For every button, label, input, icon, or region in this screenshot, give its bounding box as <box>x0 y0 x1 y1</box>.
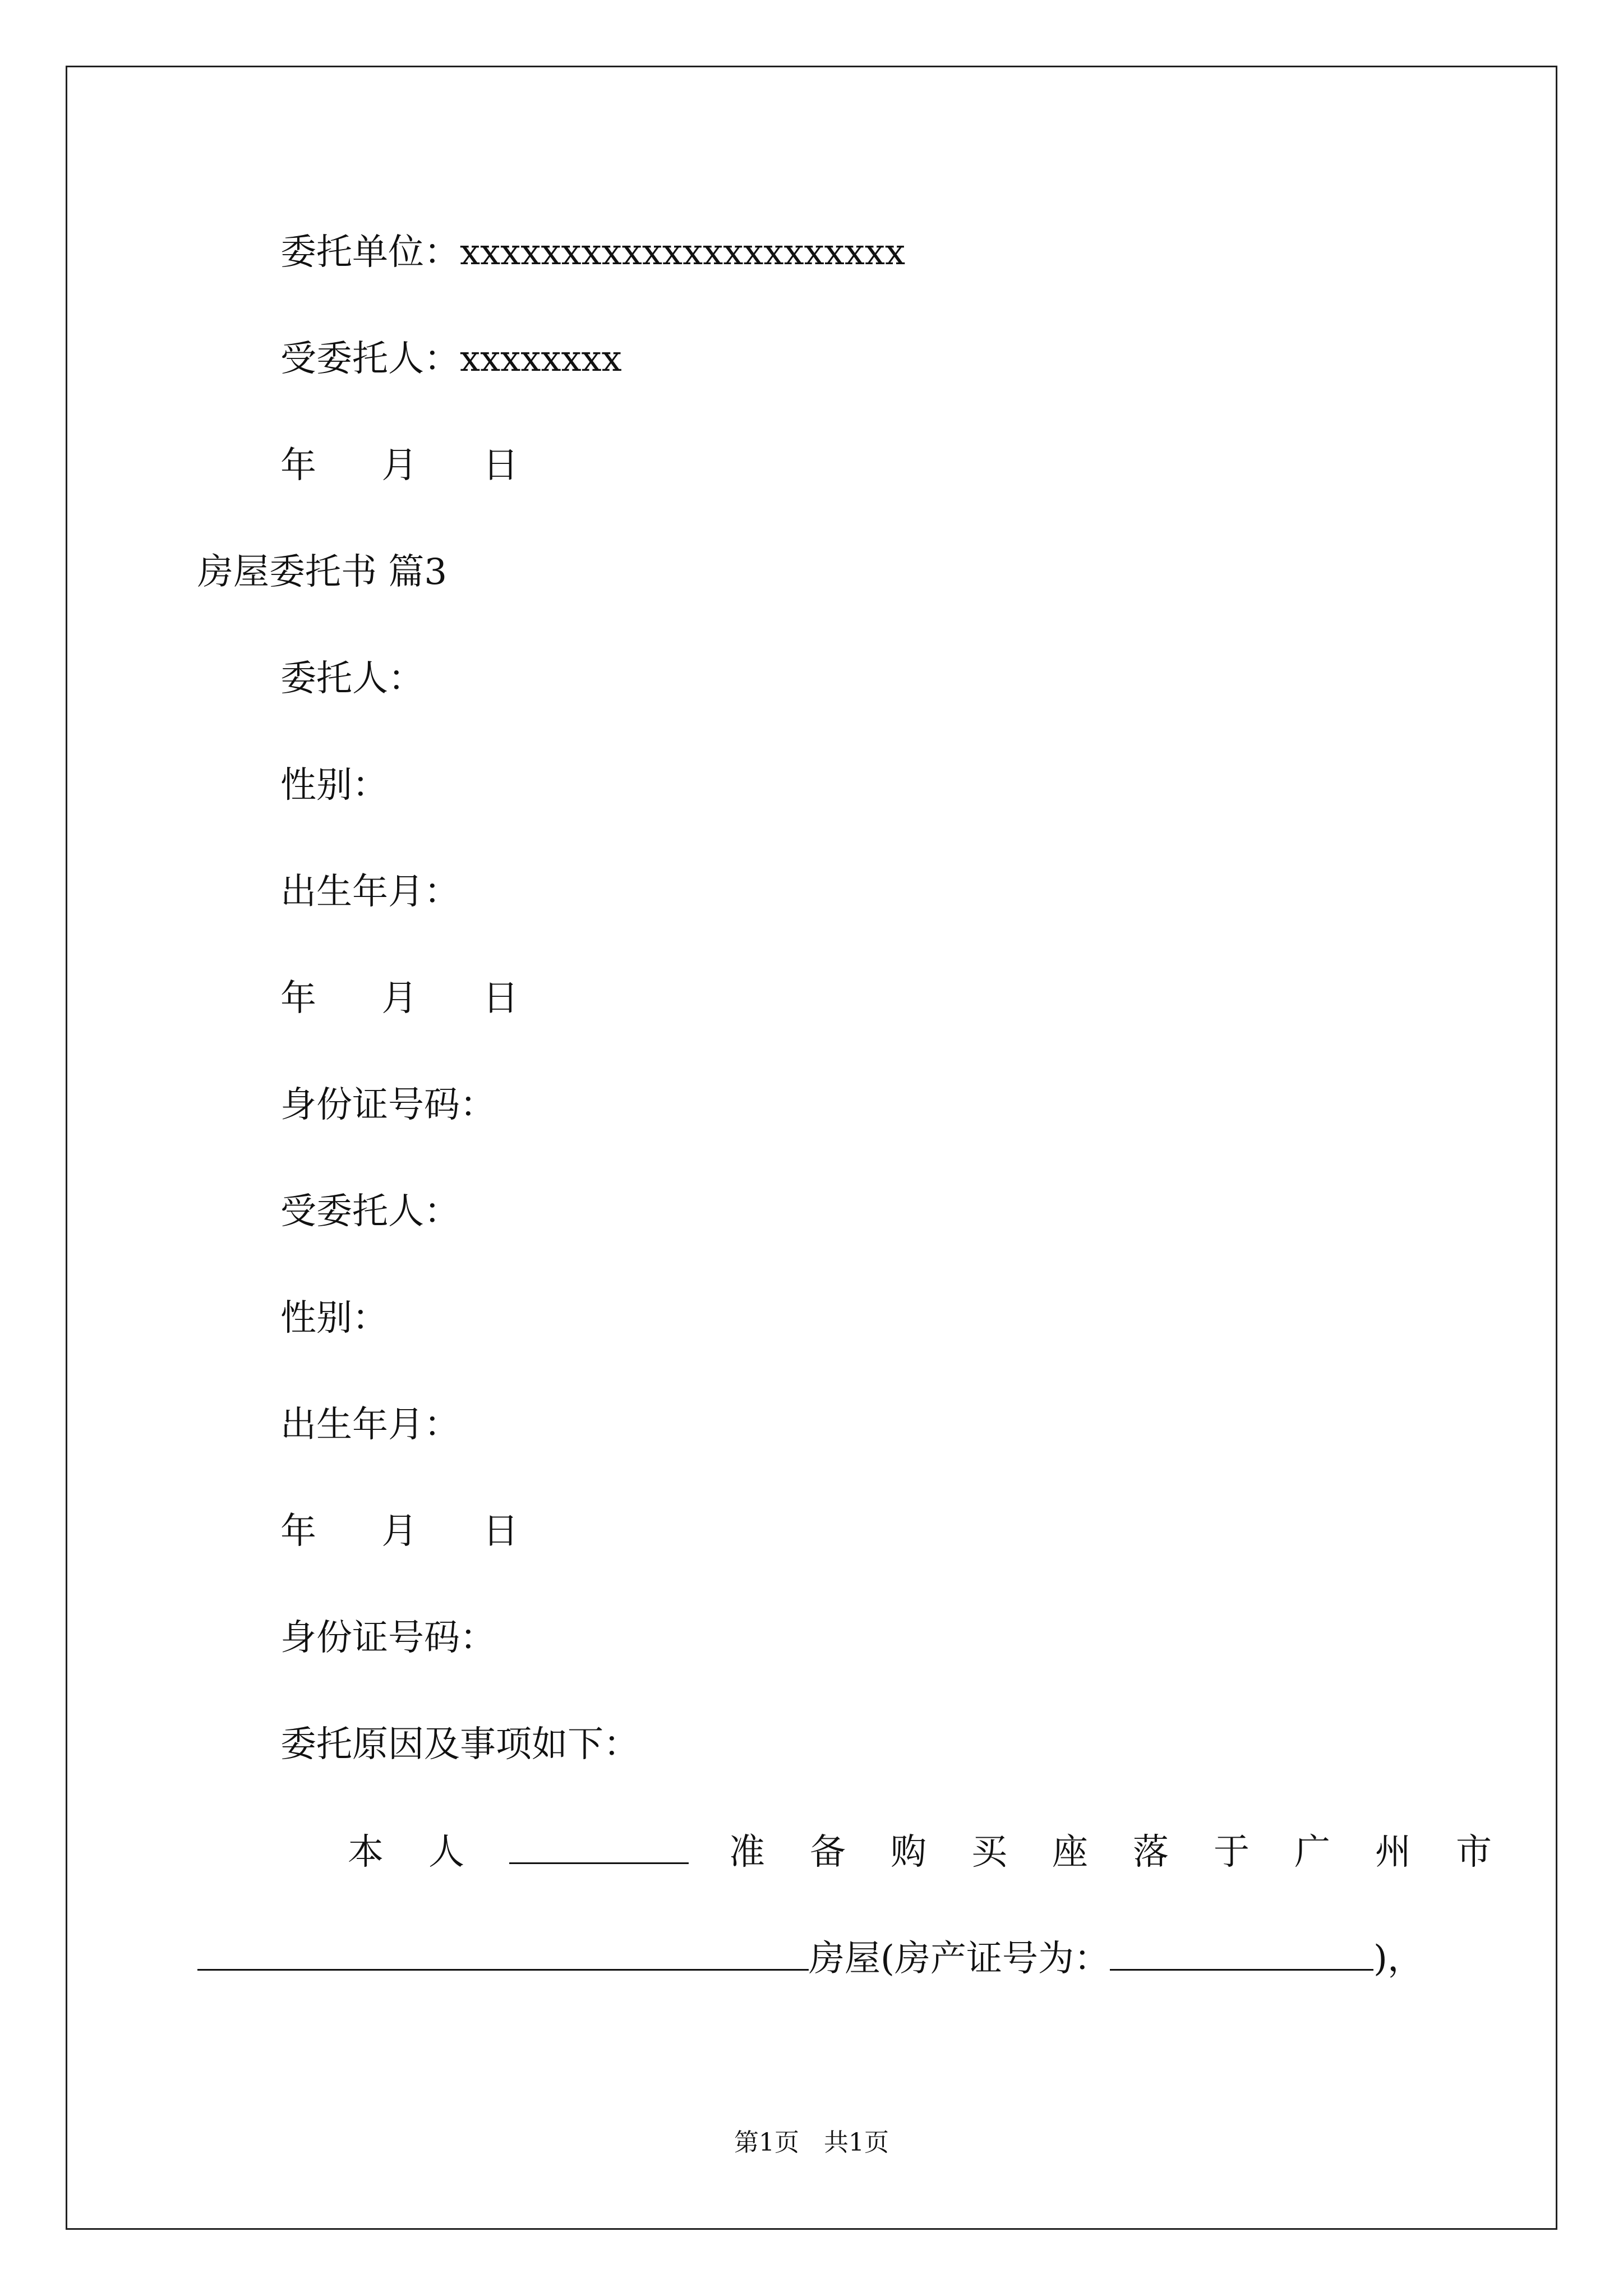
date-line: 年 月 日 <box>280 978 546 1019</box>
gender-label: 性别： <box>280 765 388 806</box>
purchase-text: 准备购买座落于广州市 <box>729 1832 1537 1873</box>
date-line: 年 月 日 <box>280 1511 546 1552</box>
purchase-statement <box>348 1829 1537 1875</box>
principal-label: 委托人： <box>280 658 424 700</box>
gender-label: 性别： <box>280 1297 388 1339</box>
birth-label: 出生年月： <box>280 1404 460 1446</box>
page-border <box>66 66 1557 2230</box>
closing-paren: )， <box>1373 1938 1423 1980</box>
certificate-blank <box>1110 1935 1373 1971</box>
property-text: 房屋(房产证号为： <box>809 1938 1110 1980</box>
reason-heading: 委托原因及事项如下： <box>280 1724 639 1765</box>
page-footer: 第1页 共1页 <box>734 2128 889 2157</box>
property-statement <box>197 1935 1423 1981</box>
name-blank <box>509 1829 689 1864</box>
id-number-label: 身份证号码： <box>280 1084 496 1126</box>
section-heading: 房屋委托书 篇3 <box>197 551 448 593</box>
self-label: 本人 <box>348 1832 509 1873</box>
id-number-label: 身份证号码： <box>280 1617 496 1659</box>
birth-label: 出生年月： <box>280 871 460 913</box>
address-blank <box>197 1935 809 1971</box>
trustee-label: 受委托人： <box>280 1191 460 1232</box>
trustee-line: 受委托人：xxxxxxxx <box>280 338 622 380</box>
date-line: 年 月 日 <box>280 445 546 486</box>
entrusting-unit-line: 委托单位：xxxxxxxxxxxxxxxxxxxxxx <box>280 232 906 273</box>
